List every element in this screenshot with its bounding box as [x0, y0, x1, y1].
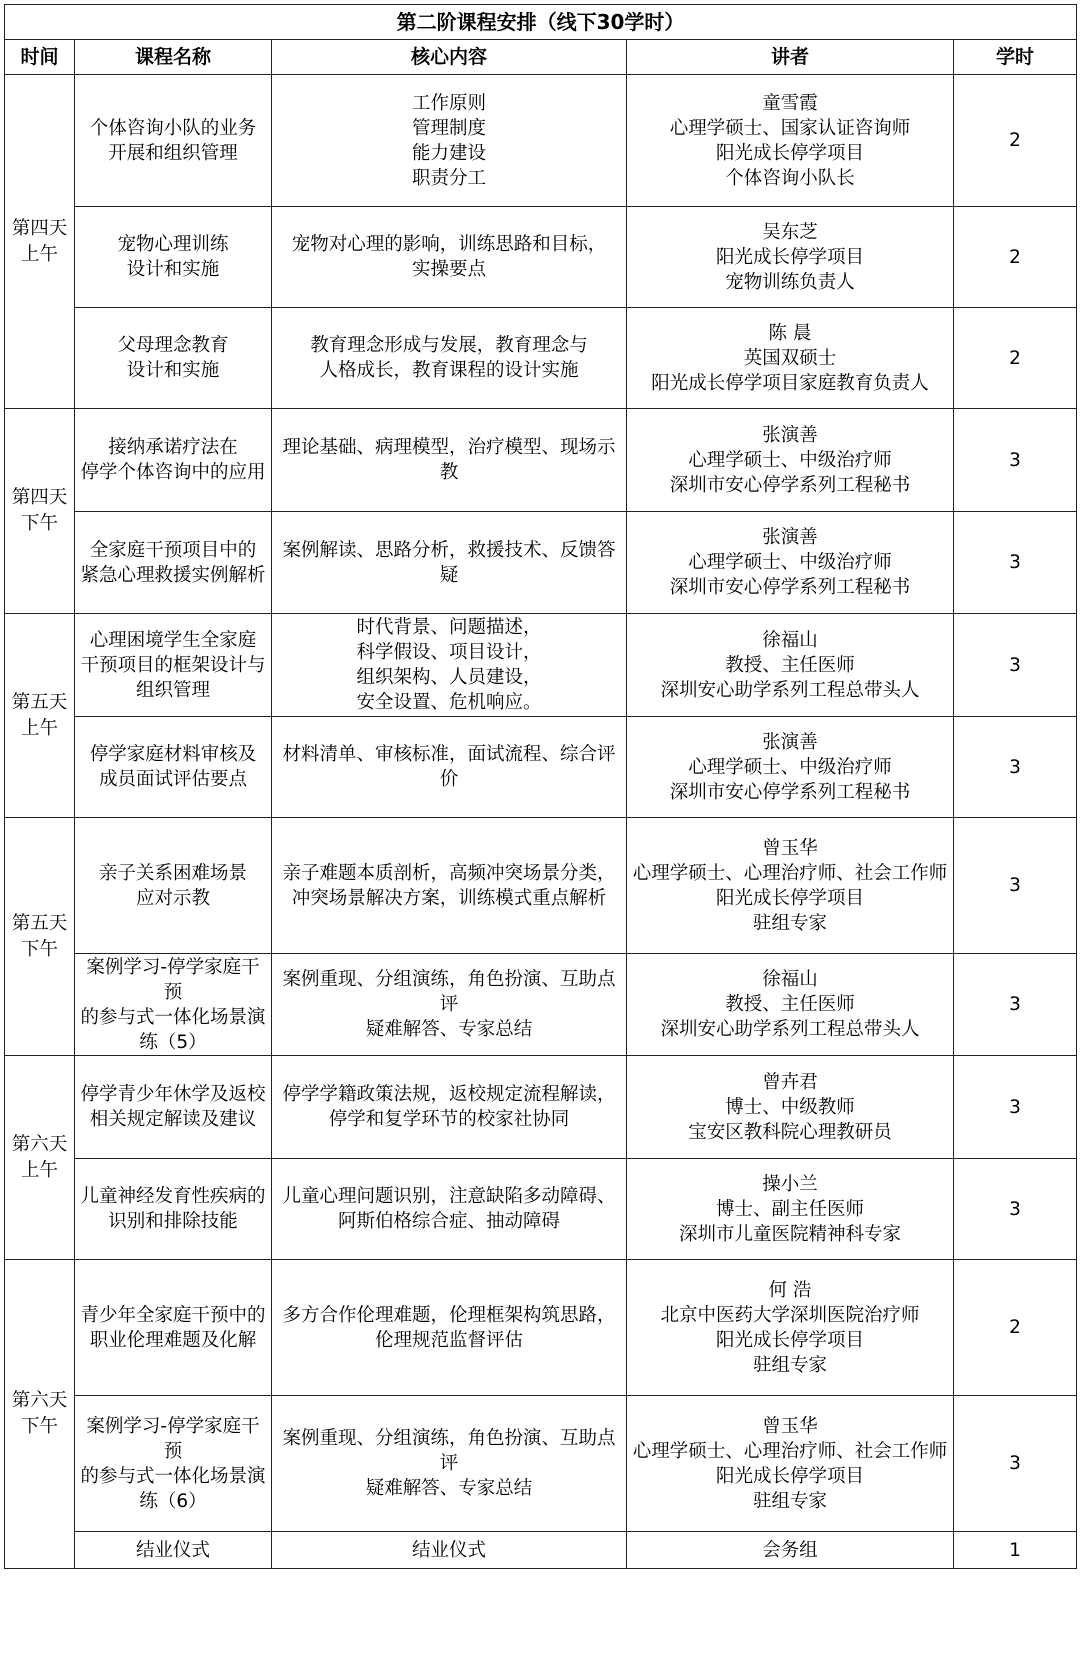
lecturer-info: 曾卉君 博士、中级教师 宝安区教科院心理教研员	[627, 1056, 954, 1159]
table-row	[5, 308, 1077, 409]
core-content: 结业仪式	[272, 1532, 627, 1569]
table-row	[5, 207, 1077, 308]
credit-hours: 2	[954, 207, 1077, 308]
lecturer-info: 操小兰 博士、副主任医师 深圳市儿童医院精神科专家	[627, 1159, 954, 1260]
lecturer-info: 张演善 心理学硕士、中级治疗师 深圳市安心停学系列工程秘书	[627, 717, 954, 818]
lecturer-info: 张演善 心理学硕士、中级治疗师 深圳市安心停学系列工程秘书	[627, 512, 954, 614]
core-content: 亲子难题本质剖析，高频冲突场景分类， 冲突场景解决方案，训练模式重点解析	[272, 818, 627, 954]
credit-hours: 3	[954, 1159, 1077, 1260]
core-content: 工作原则 管理制度 能力建设 职责分工	[272, 75, 627, 207]
table-row	[5, 1532, 1077, 1569]
course-name: 案例学习-停学家庭干预 的参与式一体化场景演 练（5）	[75, 954, 272, 1056]
core-content: 时代背景、问题描述， 科学假设、项目设计， 组织架构、人员建设， 安全设置、危机响应。	[272, 614, 627, 717]
table-row	[5, 409, 1077, 512]
lecturer-info: 会务组	[627, 1532, 954, 1569]
lecturer-info: 何 浩 北京中医药大学深圳医院治疗师 阳光成长停学项目 驻组专家	[627, 1260, 954, 1396]
session-time: 第六天 下午	[5, 1260, 75, 1569]
course-name: 全家庭干预项目中的 紧急心理救援实例解析	[75, 512, 272, 614]
credit-hours: 3	[954, 409, 1077, 512]
header-course: 课程名称	[75, 40, 272, 75]
header-content: 核心内容	[272, 40, 627, 75]
table-row	[5, 614, 1077, 717]
table-row	[5, 1396, 1077, 1532]
lecturer-info: 徐福山 教授、主任医师 深圳安心助学系列工程总带头人	[627, 614, 954, 717]
core-content: 案例解读、思路分析，救援技术、反馈答疑	[272, 512, 627, 614]
credit-hours: 2	[954, 75, 1077, 207]
lecturer-info: 曾玉华 心理学硕士、心理治疗师、社会工作师 阳光成长停学项目 驻组专家	[627, 1396, 954, 1532]
core-content: 儿童心理问题识别，注意缺陷多动障碍、 阿斯伯格综合症、抽动障碍	[272, 1159, 627, 1260]
table-row	[5, 512, 1077, 614]
lecturer-info: 吴东芝 阳光成长停学项目 宠物训练负责人	[627, 207, 954, 308]
title-row	[5, 5, 1077, 40]
course-name: 案例学习-停学家庭干预 的参与式一体化场景演 练（6）	[75, 1396, 272, 1532]
core-content: 案例重现、分组演练，角色扮演、互助点评 疑难解答、专家总结	[272, 954, 627, 1056]
lecturer-info: 陈 晨 英国双硕士 阳光成长停学项目家庭教育负责人	[627, 308, 954, 409]
course-name: 停学家庭材料审核及 成员面试评估要点	[75, 717, 272, 818]
lecturer-info: 张演善 心理学硕士、中级治疗师 深圳市安心停学系列工程秘书	[627, 409, 954, 512]
core-content: 多方合作伦理难题，伦理框架构筑思路， 伦理规范监督评估	[272, 1260, 627, 1396]
table-title: 第二阶课程安排（线下30学时）	[5, 5, 1077, 40]
header-row	[5, 40, 1077, 75]
course-name: 结业仪式	[75, 1532, 272, 1569]
credit-hours: 2	[954, 1260, 1077, 1396]
table-row	[5, 1056, 1077, 1159]
header-time: 时间	[5, 40, 75, 75]
core-content: 宠物对心理的影响，训练思路和目标， 实操要点	[272, 207, 627, 308]
core-content: 教育理念形成与发展，教育理念与 人格成长，教育课程的设计实施	[272, 308, 627, 409]
credit-hours: 3	[954, 512, 1077, 614]
lecturer-info: 徐福山 教授、主任医师 深圳安心助学系列工程总带头人	[627, 954, 954, 1056]
lecturer-info: 童雪霞 心理学硕士、国家认证咨询师 阳光成长停学项目 个体咨询小队长	[627, 75, 954, 207]
session-time: 第五天 上午	[5, 614, 75, 818]
course-name: 个体咨询小队的业务 开展和组织管理	[75, 75, 272, 207]
credit-hours: 3	[954, 818, 1077, 954]
course-name: 儿童神经发育性疾病的 识别和排除技能	[75, 1159, 272, 1260]
table-row	[5, 954, 1077, 1056]
table-row	[5, 1260, 1077, 1396]
session-time: 第四天 上午	[5, 75, 75, 409]
credit-hours: 3	[954, 717, 1077, 818]
course-name: 青少年全家庭干预中的 职业伦理难题及化解	[75, 1260, 272, 1396]
course-name: 父母理念教育 设计和实施	[75, 308, 272, 409]
credit-hours: 1	[954, 1532, 1077, 1569]
course-name: 停学青少年休学及返校 相关规定解读及建议	[75, 1056, 272, 1159]
course-name: 心理困境学生全家庭 干预项目的框架设计与 组织管理	[75, 614, 272, 717]
header-hours: 学时	[954, 40, 1077, 75]
credit-hours: 3	[954, 1056, 1077, 1159]
credit-hours: 3	[954, 954, 1077, 1056]
header-lecturer: 讲者	[627, 40, 954, 75]
core-content: 案例重现、分组演练，角色扮演、互助点评 疑难解答、专家总结	[272, 1396, 627, 1532]
core-content: 理论基础、病理模型，治疗模型、现场示教	[272, 409, 627, 512]
session-time: 第四天 下午	[5, 409, 75, 614]
table-row	[5, 75, 1077, 207]
table-row	[5, 818, 1077, 954]
lecturer-info: 曾玉华 心理学硕士、心理治疗师、社会工作师 阳光成长停学项目 驻组专家	[627, 818, 954, 954]
session-time: 第五天 下午	[5, 818, 75, 1056]
credit-hours: 2	[954, 308, 1077, 409]
core-content: 停学学籍政策法规，返校规定流程解读， 停学和复学环节的校家社协同	[272, 1056, 627, 1159]
table-row	[5, 1159, 1077, 1260]
credit-hours: 3	[954, 614, 1077, 717]
credit-hours: 3	[954, 1396, 1077, 1532]
course-name: 接纳承诺疗法在 停学个体咨询中的应用	[75, 409, 272, 512]
schedule-table	[4, 4, 1077, 1569]
course-name: 亲子关系困难场景 应对示教	[75, 818, 272, 954]
table-row	[5, 717, 1077, 818]
course-name: 宠物心理训练 设计和实施	[75, 207, 272, 308]
core-content: 材料清单、审核标准，面试流程、综合评价	[272, 717, 627, 818]
session-time: 第六天 上午	[5, 1056, 75, 1260]
